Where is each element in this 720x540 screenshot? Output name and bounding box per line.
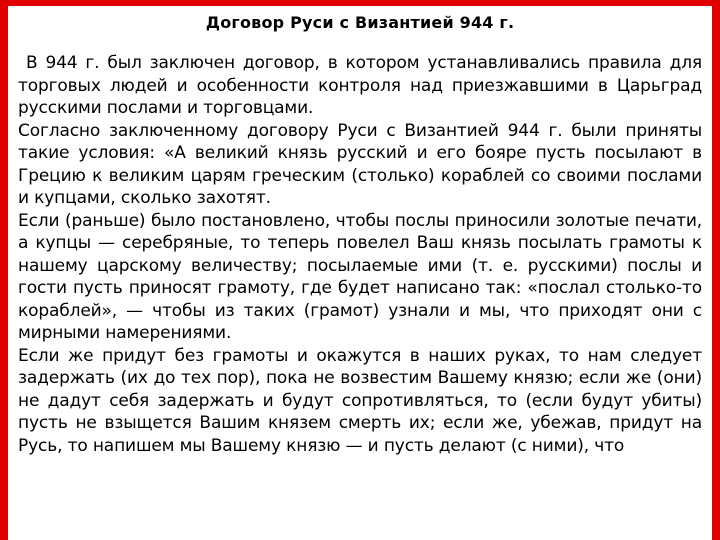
- paragraph-1: В 944 г. был заключен договор, в котором устанавливались правила для торговых людей и особенности контроля над приезжавшими в Царьград русскими послами и торговцами.: [18, 53, 702, 118]
- paragraph-4: Если же придут без грамоты и окажутся в наших руках, то нам следует задержать (их до тех пор), пока не возвестим Вашему князю; если же (они) не дадут себя задержать и будут сопротивляться, то (если будут убиты) пусть не взыщется Вашим князем смерть их; если же, убежав, придут на Русь, то напишем мы Вашему князю — и пусть делают (с ними), что: [18, 345, 702, 456]
- paragraph-3: Если (раньше) было постановлено, чтобы послы приносили золотые печати, а купцы — серебряные, то теперь повелел Ваш князь посылать грамоты к нашему царскому величеству; посылаемые ими (т. е. русскими) послы и гости пусть приносят грамоту, где будет написано так: «послал столько-то кораблей», — чтобы из таких (грамот) узнали и мы, что приходят они с мирными намерениями.: [18, 210, 702, 343]
- paragraph-2: Согласно заключенному договору Руси с Византией 944 г. были приняты такие условия: «А великий князь русский и его бояре пусть посылают в Грецию к великим царям греческим (столько) кораблей со своими послами и купцами, сколько захотят.: [18, 120, 702, 208]
- document-body: [18, 12, 702, 457]
- document-title: Договор Руси с Византией 944 г.: [205, 13, 515, 32]
